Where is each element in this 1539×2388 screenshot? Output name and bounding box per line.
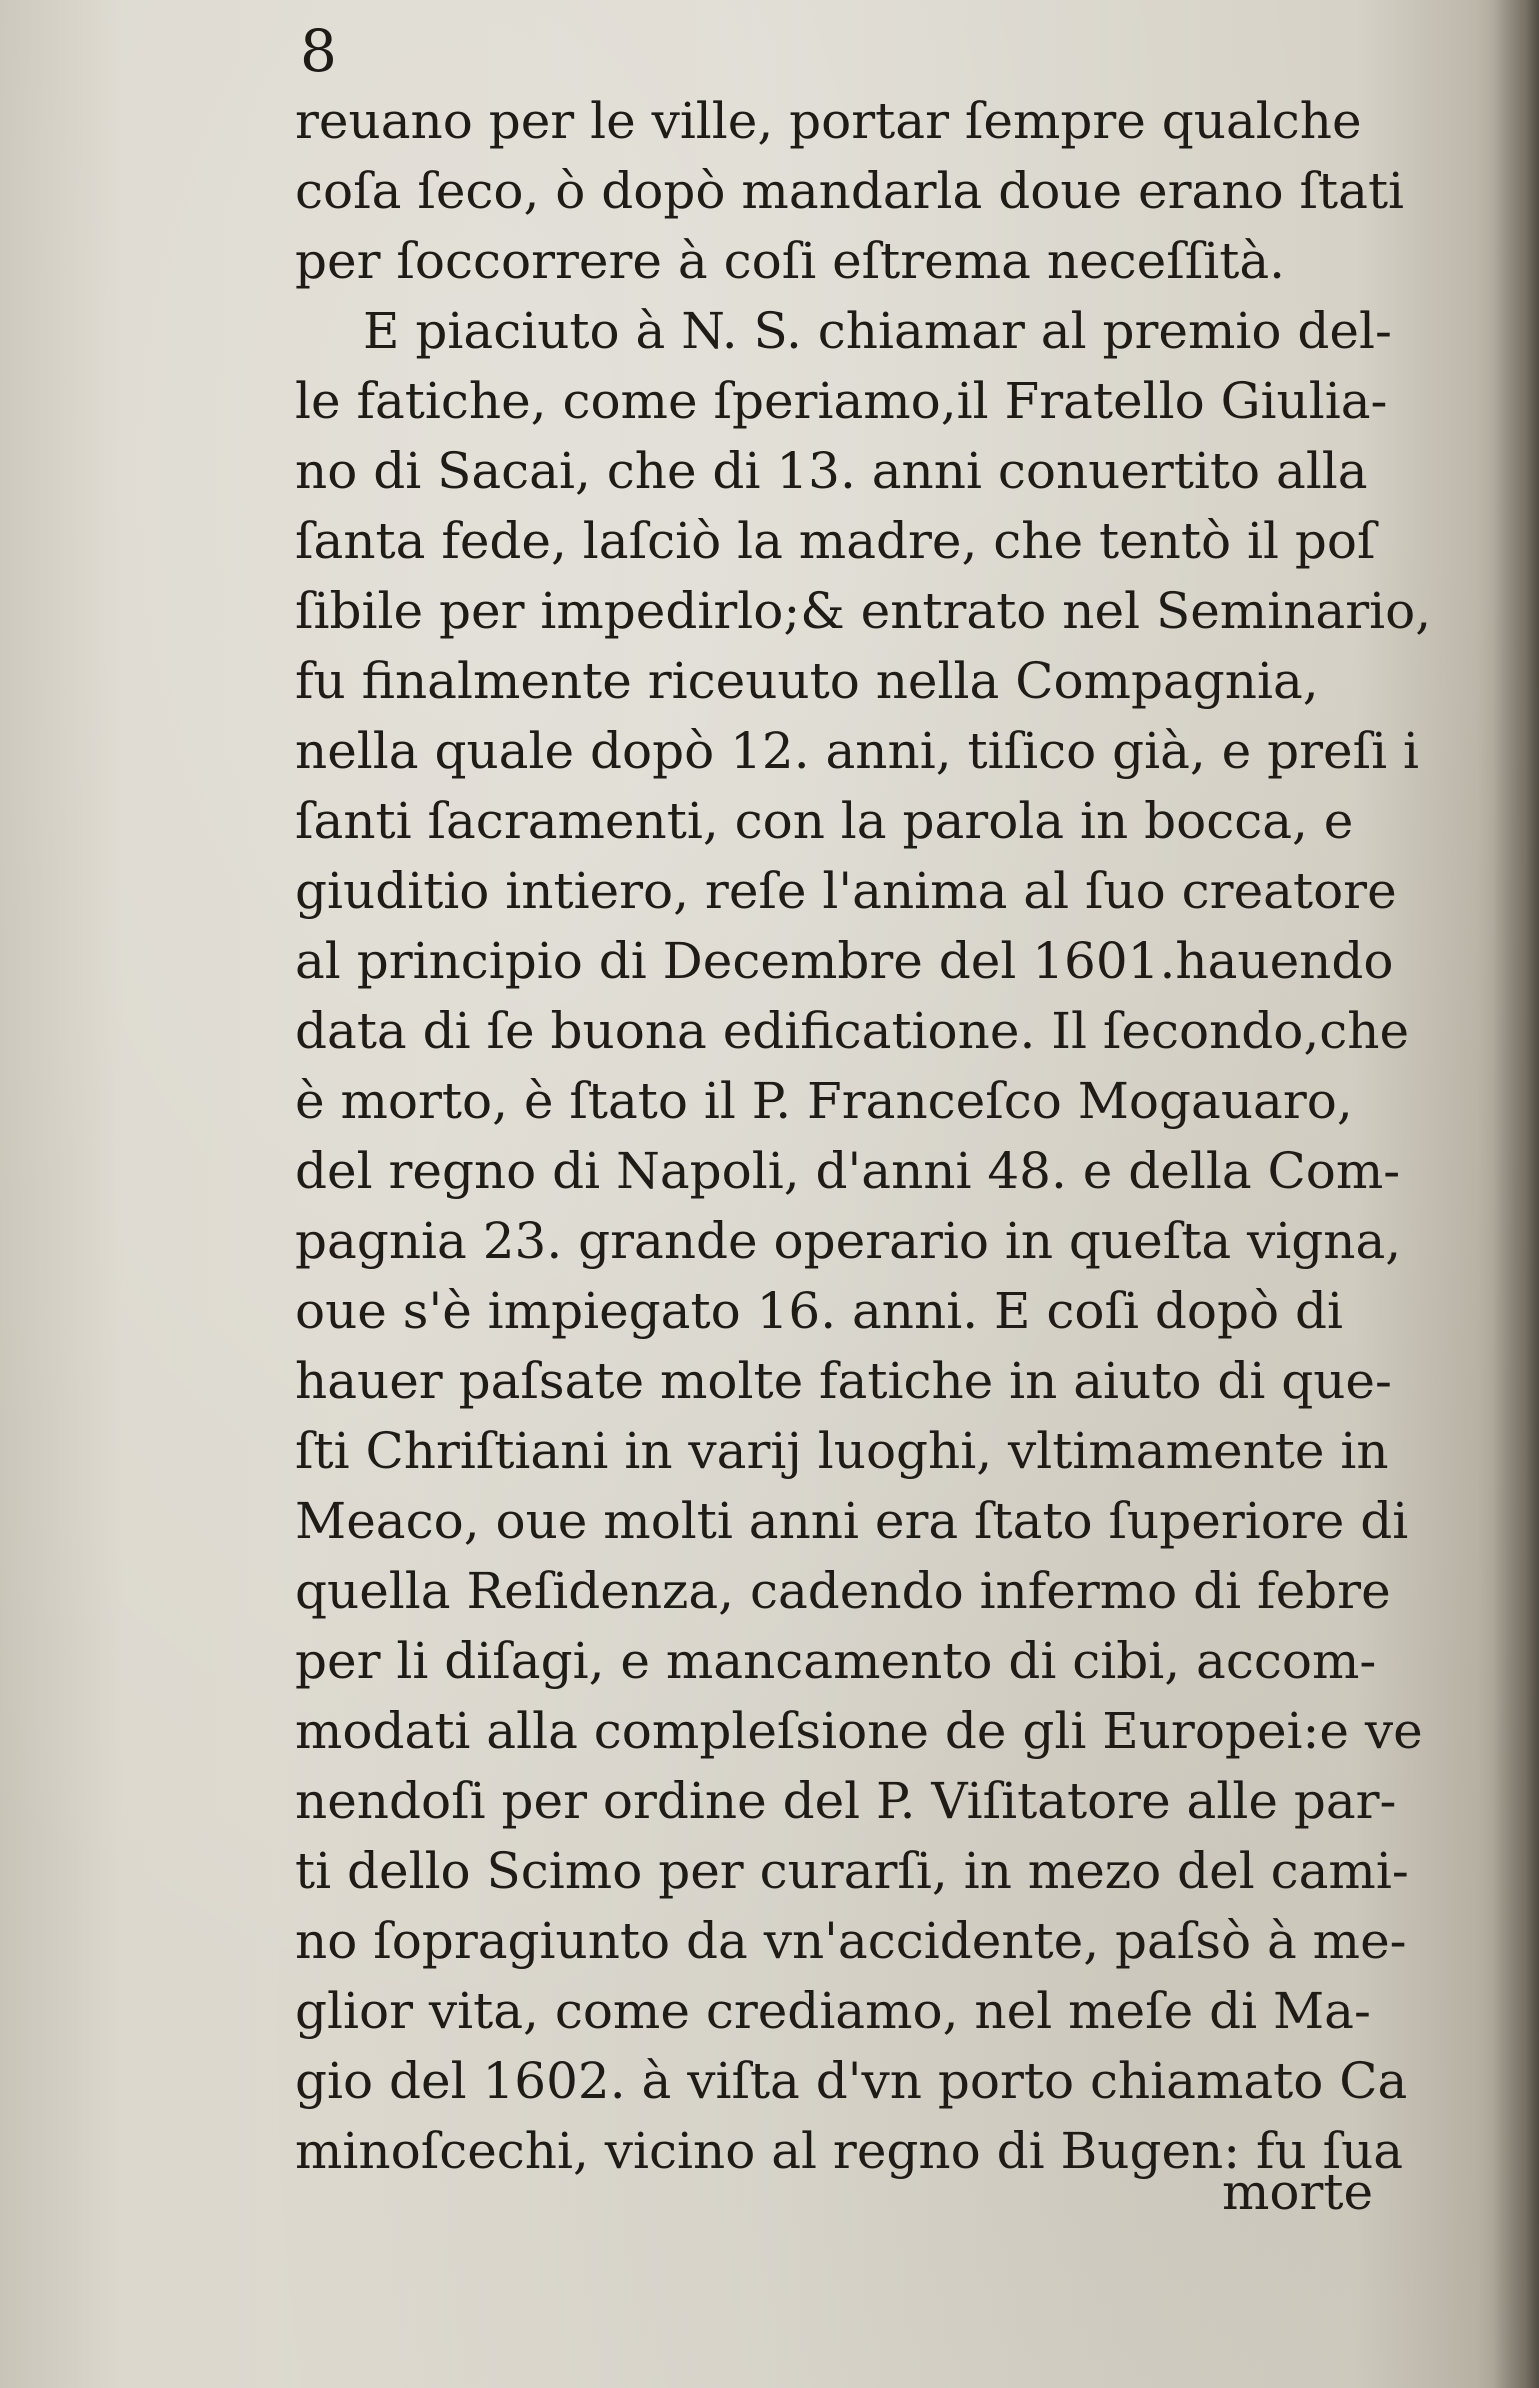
text-line: ſanti ſacramenti, con la parola in bocca, e: [295, 792, 1354, 850]
page-number: 8: [300, 17, 337, 85]
text-line: no di Sacai, che di 13. anni conuertito alla: [295, 442, 1368, 500]
text-line: hauer paſsate molte fatiche in aiuto di que-: [295, 1352, 1392, 1410]
text-line: nella quale dopò 12. anni, tiſico già, e preſi i: [295, 722, 1420, 780]
text-line: nendoſi per ordine del P. Viſitatore alle par-: [295, 1772, 1397, 1830]
text-line: Meaco, oue molti anni era ſtato ſuperiore di: [295, 1492, 1409, 1550]
text-line: ti dello Scimo per curarſi, in mezo del cami-: [295, 1842, 1409, 1900]
catchword: morte: [1222, 2163, 1374, 2221]
gutter-shadow: [1493, 0, 1539, 2388]
text-line: al principio di Decembre del 1601.hauendo: [295, 932, 1394, 990]
text-line: modati alla compleſsione de gli Europei:e ve: [295, 1702, 1423, 1760]
text-line: oue s'è impiegato 16. anni. E coſi dopò di: [295, 1282, 1343, 1340]
text-line: glior vita, come crediamo, nel meſe di Ma-: [295, 1982, 1371, 2040]
text-line: pagnia 23. grande operario in queſta vigna,: [295, 1212, 1402, 1270]
text-line: le fatiche, come ſperiamo,il Fratello Giulia-: [295, 372, 1388, 430]
text-line: ſanta fede, laſciò la madre, che tentò il poſ: [295, 512, 1376, 570]
body-text: [295, 86, 1465, 2186]
text-line: coſa ſeco, ò dopò mandarla doue erano ſtati: [295, 162, 1405, 220]
text-line: quella Reſidenza, cadendo infermo di febre: [295, 1562, 1391, 1620]
text-line: gio del 1602. à viſta d'vn porto chiamato Ca: [295, 2052, 1408, 2110]
text-line: per ſoccorrere à coſi eſtrema neceſſità.: [295, 232, 1286, 290]
text-line: fu finalmente riceuuto nella Compagnia,: [295, 652, 1319, 710]
text-line: data di ſe buona edificatione. Il ſecondo,che: [295, 1002, 1410, 1060]
text-line: del regno di Napoli, d'anni 48. e della Com-: [295, 1142, 1401, 1200]
text-line: no ſopragiunto da vn'accidente, paſsò à me-: [295, 1912, 1407, 1970]
paragraph-start-line: E piaciuto à N. S. chiamar al premio del-: [363, 302, 1392, 360]
text-line: ſti Chriſtiani in varij luoghi, vltimamente in: [295, 1422, 1389, 1480]
text-line: ſibile per impedirlo;& entrato nel Seminario,: [295, 582, 1432, 640]
text-line: per li diſagi, e mancamento di cibi, accom-: [295, 1632, 1377, 1690]
text-line: minoſcechi, vicino al regno di Bugen: fu ſua: [295, 2122, 1404, 2180]
text-line: giuditio intiero, reſe l'anima al ſuo creatore: [295, 862, 1397, 920]
text-line: è morto, è ſtato il P. Franceſco Mogauaro,: [295, 1072, 1353, 1130]
text-line: reuano per le ville, portar ſempre qualche: [295, 92, 1362, 150]
